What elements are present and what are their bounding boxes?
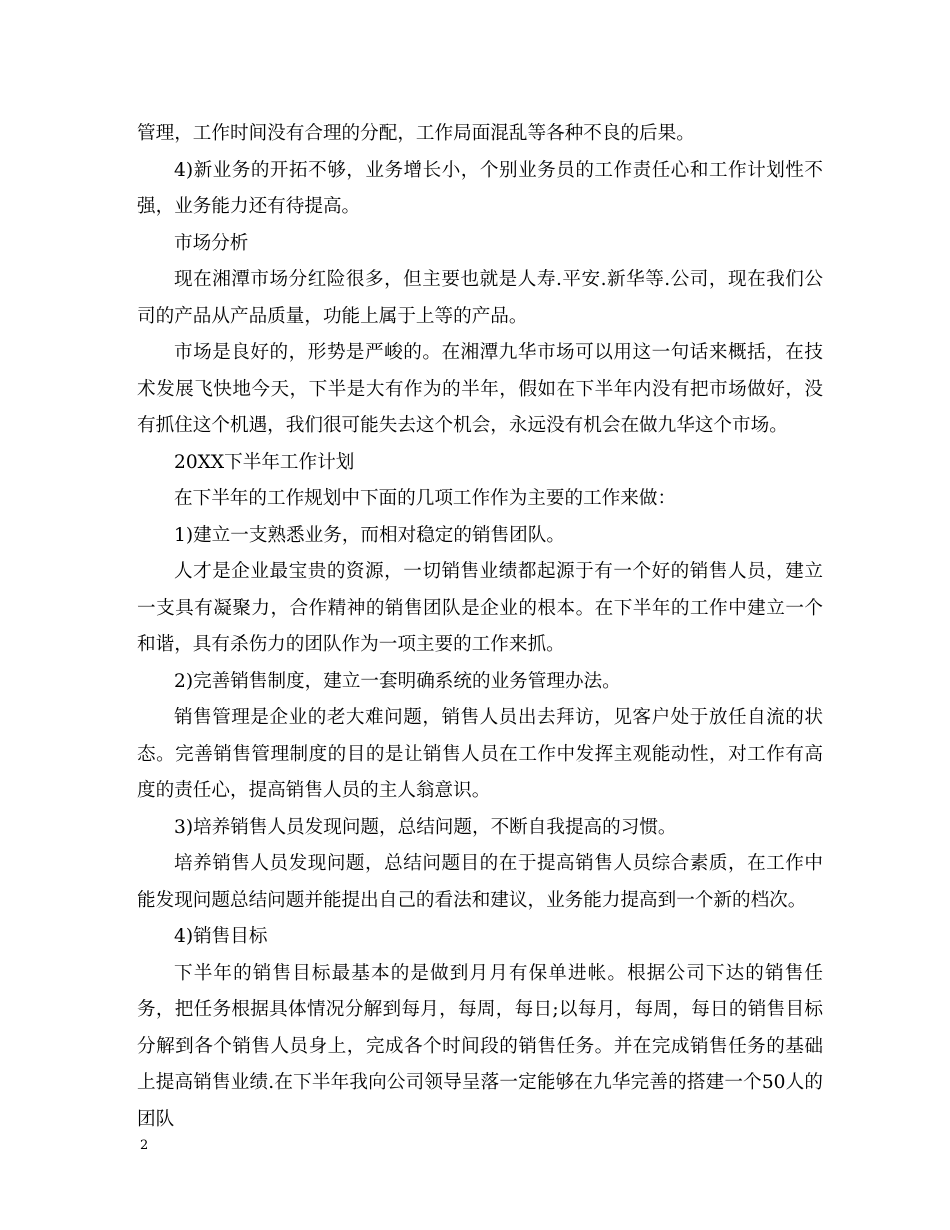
list-item-3: 3)培养销售人员发现问题，总结问题，不断自我提高的习惯。 bbox=[174, 816, 677, 838]
page-number: 2 bbox=[140, 1138, 149, 1153]
list-item-1: 1)建立一支熟悉业务，而相对稳定的销售团队。 bbox=[174, 524, 565, 546]
section-heading-work-plan: 20XX下半年工作计划 bbox=[174, 451, 355, 473]
section-heading-market-analysis: 市场分析 bbox=[174, 232, 249, 254]
paragraph-15: 下半年的销售目标最基本的是做到月月有保单进帐。根据公司下达的销售任务，把任务根据具体情况分解到每月，每周，每日;以每月，每周，每日的销售目标分解到各个销售人员身上，完成各个时间段的销售任务。并在完成销售任务的基础上提高销售业绩.在下半年我向公司领导呈落一定能够在九华完善的搭建一个50人的团队 bbox=[137, 962, 823, 1130]
paragraph-5: 市场是良好的，形势是严峻的。在湘潭九华市场可以用这一句话来概括，在技术发展飞快地今天，下半是大有作为的半年，假如在下半年内没有把市场做好，没有抓住这个机遇，我们很可能失去这个机会，永远没有机会在做九华这个市场。 bbox=[137, 342, 823, 436]
paragraph-13: 培养销售人员发现问题，总结问题目的在于提高销售人员综合素质，在工作中能发现问题总结问题并能提出自己的看法和建议，业务能力提高到一个新的档次。 bbox=[137, 853, 823, 911]
list-item-2: 2)完善销售制度，建立一套明确系统的业务管理办法。 bbox=[174, 670, 621, 692]
paragraph-4: 现在湘潭市场分红险很多，但主要也就是人寿.平安.新华等.公司，现在我们公司的产品从产品质量，功能上属于上等的产品。 bbox=[137, 269, 823, 327]
list-item-4: 4)销售目标 bbox=[174, 926, 268, 947]
paragraph-9: 人才是企业最宝贵的资源，一切销售业绩都起源于有一个好的销售人员，建立一支具有凝聚力，合作精神的销售团队是企业的根本。在下半年的工作中建立一个和谐，具有杀伤力的团队作为一项主要的工作来抓。 bbox=[137, 561, 823, 655]
document-body bbox=[137, 116, 823, 1138]
paragraph-7: 在下半年的工作规划中下面的几项工作作为主要的工作来做： bbox=[174, 488, 677, 509]
paragraph-2: 4)新业务的开拓不够，业务增长小，个别业务员的工作责任心和工作计划性不强，业务能力还有待提高。 bbox=[137, 159, 823, 217]
paragraph-1: 管理，工作时间没有合理的分配，工作局面混乱等各种不良的后果。 bbox=[137, 123, 695, 144]
paragraph-11: 销售管理是企业的老大难问题，销售人员出去拜访，见客户处于放任自流的状态。完善销售管理制度的目的是让销售人员在工作中发挥主观能动性，对工作有高度的责任心，提高销售人员的主人翁意识。 bbox=[137, 707, 823, 801]
